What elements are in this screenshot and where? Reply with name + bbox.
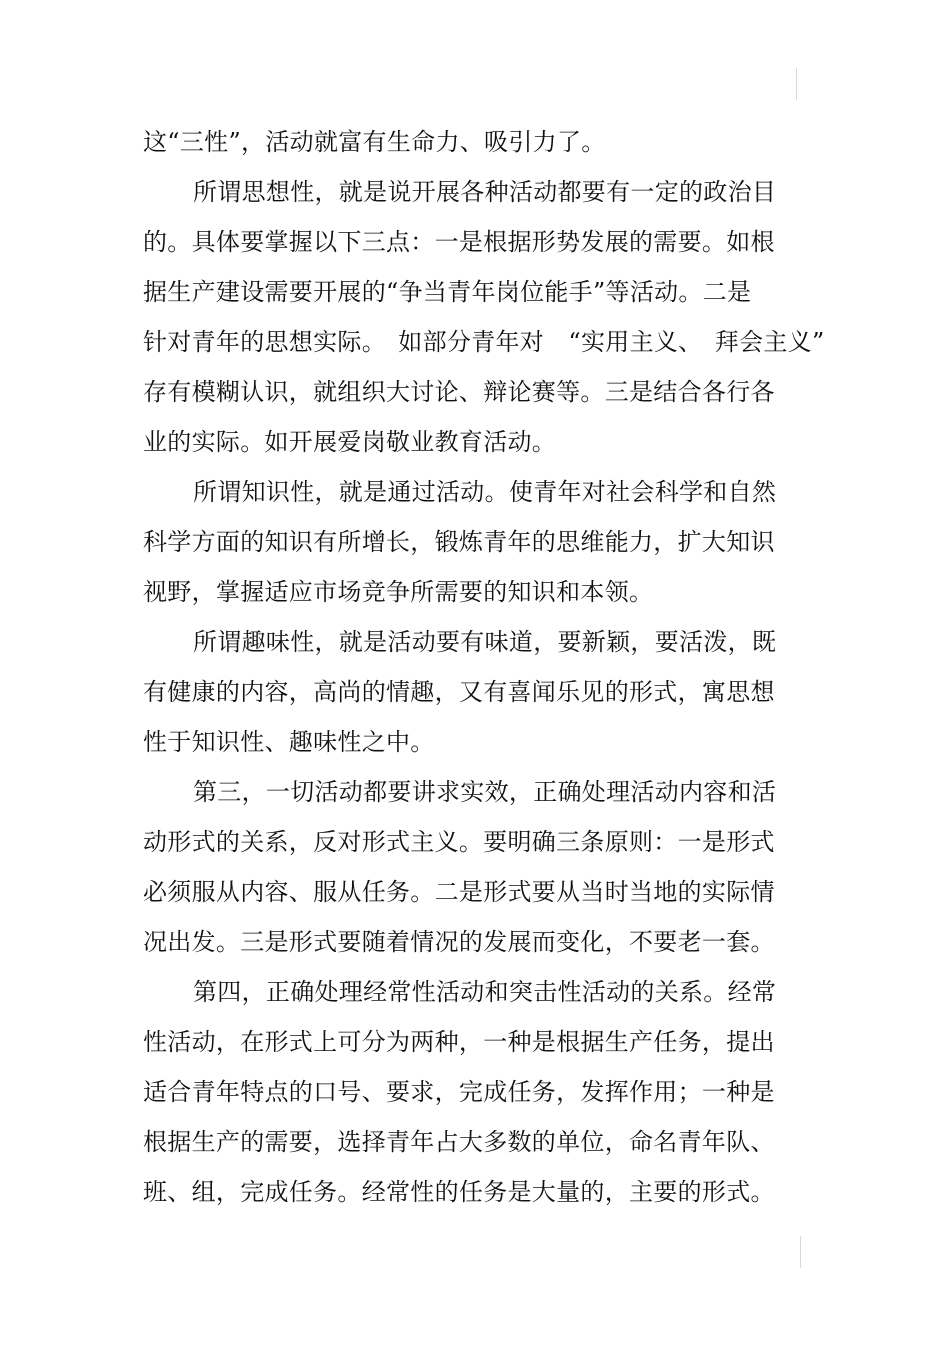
text-line: 班、组，完成任务。经常性的任务是大量的，主要的形式。: [143, 1178, 775, 1206]
page-edge-mark-bottom: [800, 1236, 801, 1268]
text-line: 视野，掌握适应市场竞争所需要的知识和本领。: [143, 578, 654, 606]
text-line: 科学方面的知识有所增长，锻炼青年的思维能力，扩大知识: [143, 528, 775, 556]
text-line: 所谓知识性，就是通过活动。使青年对社会科学和自然: [193, 478, 777, 506]
text-line: 性于知识性、趣味性之中。: [143, 728, 435, 756]
text-line: 据生产建设需要开展的“争当青年岗位能手”等活动。二是: [143, 278, 752, 306]
text-line: 第三，一切活动都要讲求实效，正确处理活动内容和活: [193, 778, 777, 806]
text-line: 必须服从内容、服从任务。二是形式要从当时当地的实际情: [143, 878, 775, 906]
text-line: 性活动，在形式上可分为两种，一种是根据生产任务，提出: [143, 1028, 775, 1056]
text-line: 所谓思想性，就是说开展各种活动都要有一定的政治目: [193, 178, 777, 206]
text-line: 适合青年特点的口号、要求，完成任务，发挥作用；一种是: [143, 1078, 775, 1106]
text-line: 有健康的内容，高尚的情趣，又有喜闻乐见的形式，寓思想: [143, 678, 775, 706]
text-line: 针对青年的思想实际。 如部分青年对 “实用主义、 拜会主义”: [143, 328, 825, 356]
text-line: 存有模糊认识，就组织大讨论、辩论赛等。三是结合各行各: [143, 378, 775, 406]
text-line: 业的实际。如开展爱岗敬业教育活动。: [143, 428, 557, 456]
text-line: 这“三性”，活动就富有生命力、吸引力了。: [143, 128, 606, 156]
text-line: 动形式的关系，反对形式主义。要明确三条原则：一是形式: [143, 828, 775, 856]
page-edge-mark-top: [796, 68, 797, 100]
text-line: 所谓趣味性，就是活动要有味道，要新颖，要活泼，既: [193, 628, 777, 656]
text-line: 第四，正确处理经常性活动和突击性活动的关系。经常: [193, 978, 777, 1006]
text-line: 况出发。三是形式要随着情况的发展而变化，不要老一套。: [143, 928, 775, 956]
text-line: 的。具体要掌握以下三点：一是根据形势发展的需要。如根: [143, 228, 775, 256]
text-line: 根据生产的需要，选择青年占大多数的单位，命名青年队、: [143, 1128, 775, 1156]
